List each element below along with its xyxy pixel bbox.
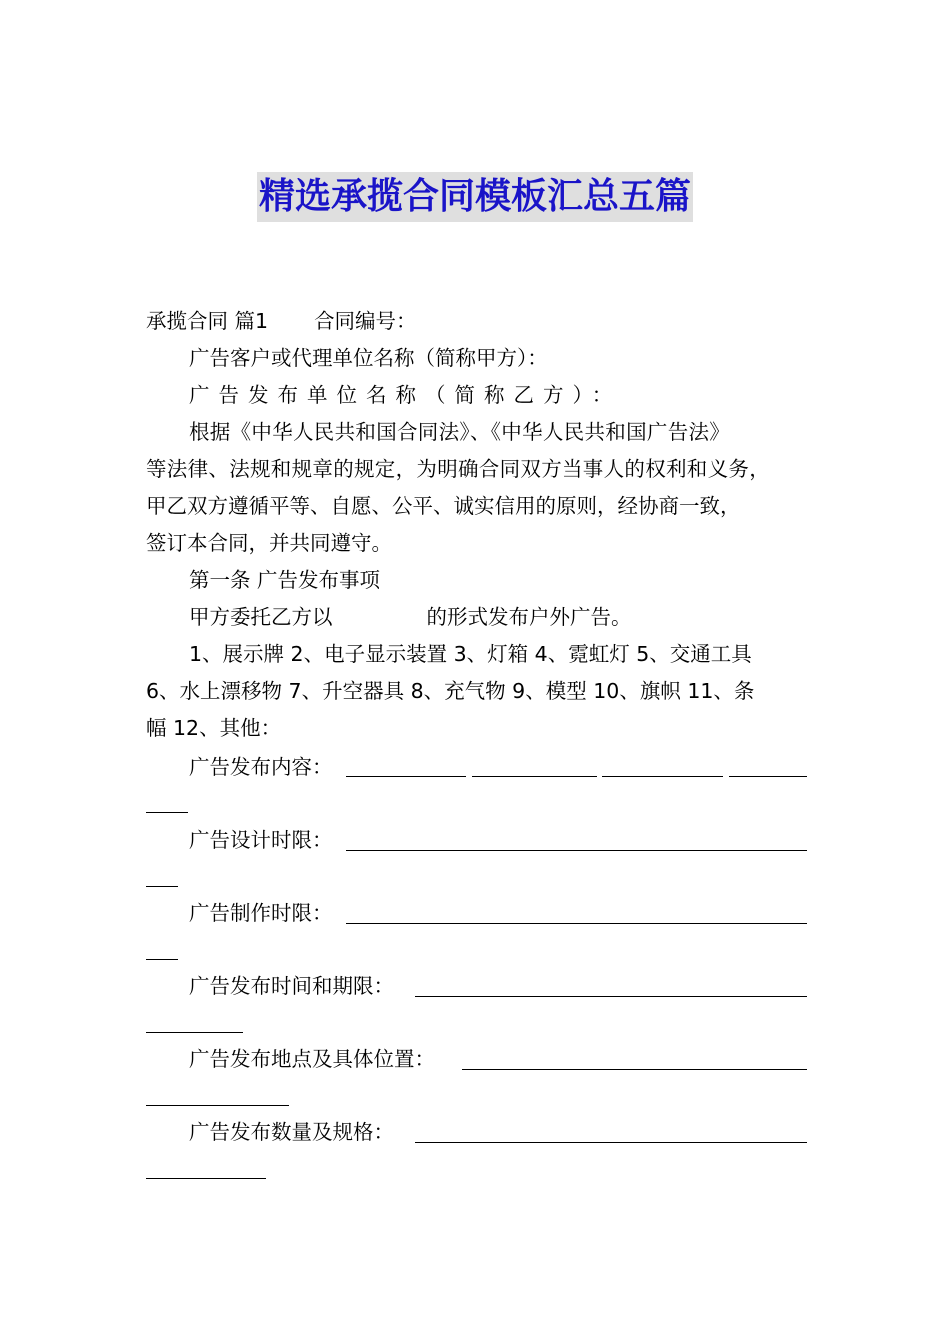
title-container — [0, 172, 950, 222]
publisher-line: 广告发布单位名称（简称乙方）： — [189, 383, 622, 407]
field-publish-time-label: 广告发布时间和期限： — [189, 974, 394, 998]
field-content-blank-2[interactable] — [472, 776, 597, 777]
basis-line-4: 签订本合同，并共同遵守。 — [146, 531, 392, 555]
field-quantity-blank-2[interactable] — [146, 1178, 266, 1179]
field-quantity-label: 广告发布数量及规格： — [189, 1120, 394, 1144]
media-types-line-3: 幅 12、其他： — [146, 716, 282, 740]
contract-number-label: 合同编号： — [314, 309, 417, 333]
field-publish-time-blank-2[interactable] — [146, 1032, 243, 1033]
field-production-blank[interactable] — [346, 923, 807, 924]
field-production-label: 广告制作时限： — [189, 901, 333, 925]
basis-line-1: 根据《中华人民共和国合同法》、《中华人民共和国广告法》 — [189, 420, 731, 444]
entrust-before: 甲方委托乙方以 — [189, 605, 333, 629]
field-content-blank-5[interactable] — [146, 812, 188, 813]
field-quantity-blank[interactable] — [415, 1142, 807, 1143]
basis-line-3: 甲乙双方遵循平等、自愿、公平、诚实信用的原则，经协商一致， — [146, 494, 741, 518]
client-line: 广告客户或代理单位名称（简称甲方）： — [189, 346, 548, 370]
field-design-blank[interactable] — [346, 850, 807, 851]
heading-line — [146, 303, 811, 340]
field-production-blank-2[interactable] — [146, 959, 178, 960]
field-content-blank-4[interactable] — [729, 776, 807, 777]
entrust-after: 的形式发布户外广告。 — [426, 605, 632, 629]
document-title: 精选承揽合同模板汇总五篇 — [257, 172, 693, 222]
field-content-blank-3[interactable] — [602, 776, 723, 777]
field-location-label: 广告发布地点及具体位置： — [189, 1047, 435, 1071]
field-publish-time-blank[interactable] — [415, 996, 807, 997]
media-types-line-1: 1、展示牌 2、电子显示装置 3、灯箱 4、霓虹灯 5、交通工具 — [189, 642, 752, 666]
field-location-blank[interactable] — [462, 1069, 807, 1070]
basis-line-2: 等法律、法规和规章的规定，为明确合同双方当事人的权利和义务， — [146, 457, 770, 481]
media-types-line-2: 6、水上漂移物 7、升空器具 8、充气物 9、模型 10、旗帜 11、条 — [146, 679, 755, 703]
field-content-label: 广告发布内容： — [189, 755, 333, 779]
article-1-heading: 第一条 广告发布事项 — [189, 568, 381, 592]
field-location-blank-2[interactable] — [146, 1105, 289, 1106]
field-design-blank-2[interactable] — [146, 886, 178, 887]
entrust-line — [146, 599, 811, 636]
field-design-label: 广告设计时限： — [189, 828, 333, 852]
contract-heading: 承揽合同 篇1 — [146, 309, 269, 333]
field-content-blank-1[interactable] — [346, 776, 466, 777]
